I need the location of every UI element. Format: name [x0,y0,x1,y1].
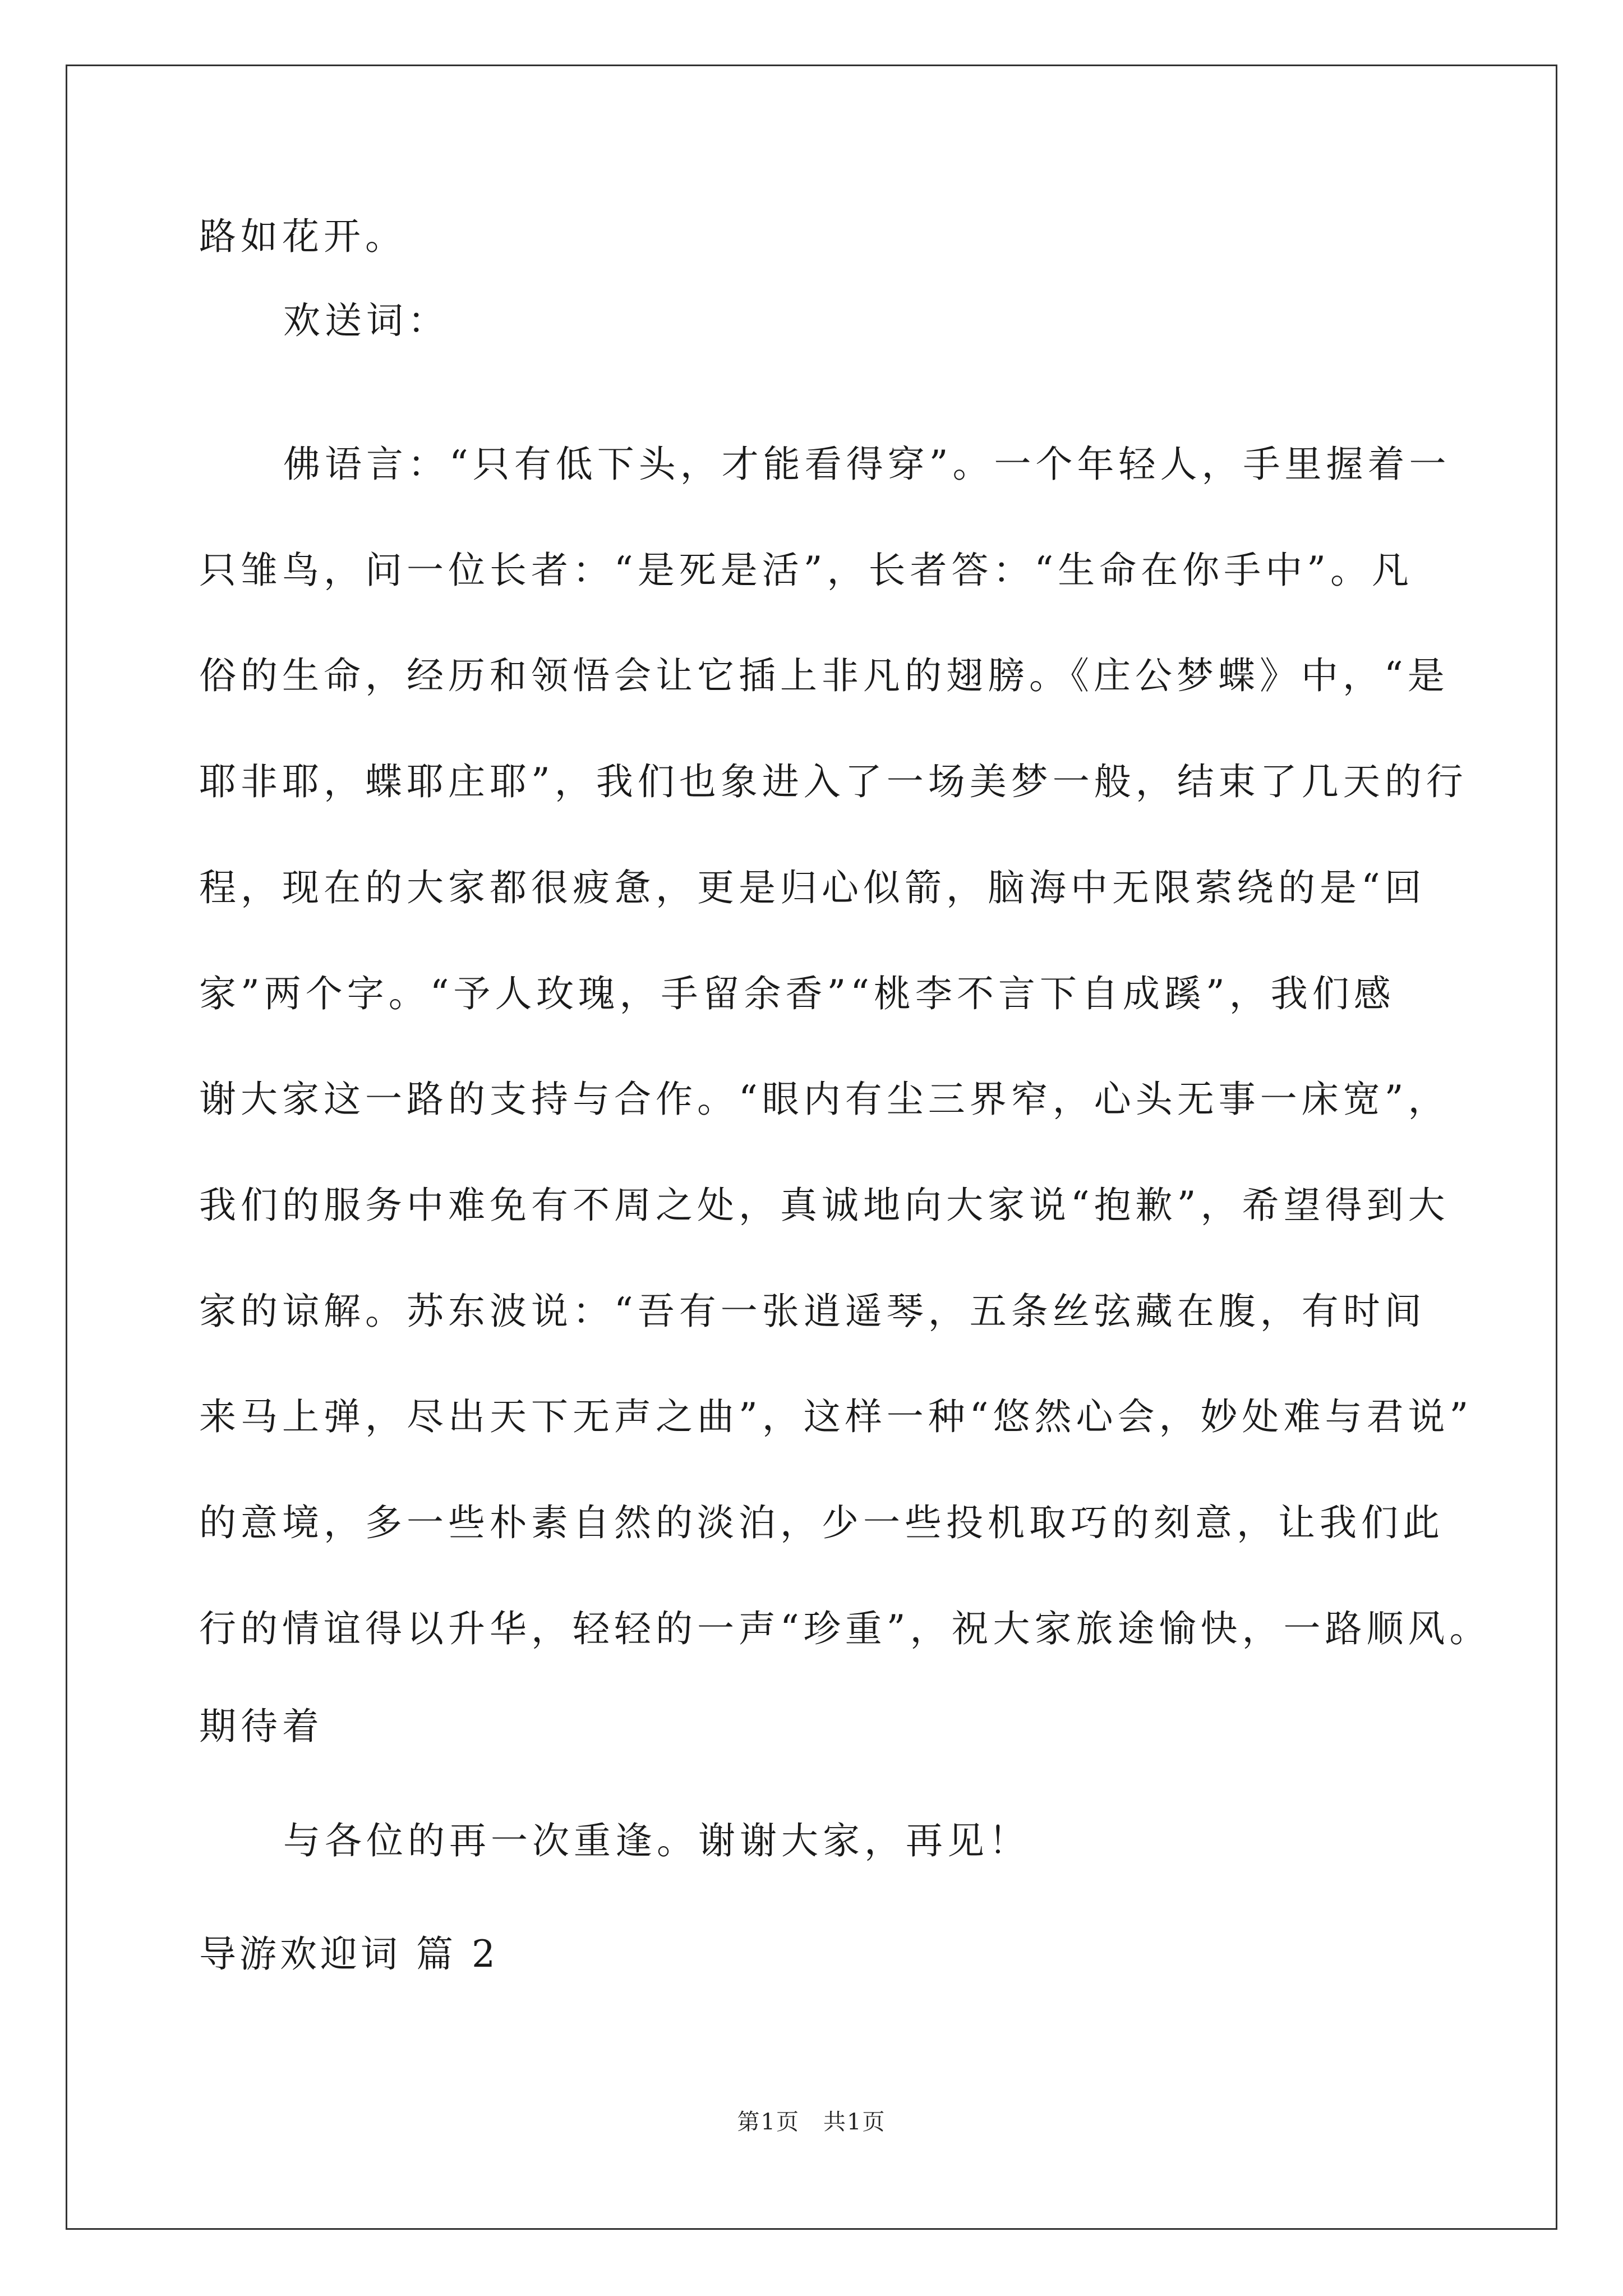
paragraph-line-6: 家”两个字。“予人玫瑰，手留余香”“桃李不言下自成蹊”，我们感 [199,972,1395,1015]
paragraph-line-1: 佛语言：“只有低下头，才能看得穿”。一个年轻人，手里握着一 [283,443,1451,486]
paragraph-line-2: 只雏鸟，问一位长者：“是死是活”，长者答：“生命在你手中”。凡 [199,549,1413,592]
text-line-1: 路如花开。 [199,215,407,258]
paragraph-line-8: 我们的服务中难免有不周之处，真诚地向大家说“抱歉”，希望得到大 [199,1184,1450,1227]
paragraph-line-3: 俗的生命，经历和领悟会让它插上非凡的翅膀。《庄公梦蝶》中，“是 [199,654,1449,697]
paragraph-line-7: 谢大家这一路的支持与合作。“眼内有尘三界窄，心头无事一床宽”， [199,1078,1450,1121]
page-number-footer: 第1页 共1页 [737,2109,886,2135]
paragraph-line-4: 耶非耶，蝶耶庄耶”，我们也象进入了一场美梦一般，结束了几天的行 [199,760,1468,803]
closing-line: 与各位的再一次重逢。谢谢大家，再见！ [283,1819,1030,1862]
paragraph-line-10: 来马上弹，尽出天下无声之曲”，这样一种“悠然心会，妙处难与君说” [199,1395,1473,1438]
paragraph-line-12: 行的情谊得以升华，轻轻的一声“珍重”，祝大家旅途愉快，一路顺风。 [199,1607,1491,1650]
paragraph-line-5: 程，现在的大家都很疲惫，更是归心似箭，脑海中无限萦绕的是“回 [199,866,1426,909]
paragraph-line-9: 家的谅解。苏东波说：“吾有一张逍遥琴，五条丝弦藏在腹，有时间 [199,1290,1426,1333]
page-border [66,65,1557,2230]
section-title-welcome-2: 导游欢迎词 篇 2 [199,1932,499,1976]
paragraph-line-13: 期待着 [199,1705,324,1748]
paragraph-line-11: 的意境，多一些朴素自然的淡泊，少一些投机取巧的刻意，让我们此 [199,1501,1444,1544]
section-heading-farewell: 欢送词： [283,299,449,342]
